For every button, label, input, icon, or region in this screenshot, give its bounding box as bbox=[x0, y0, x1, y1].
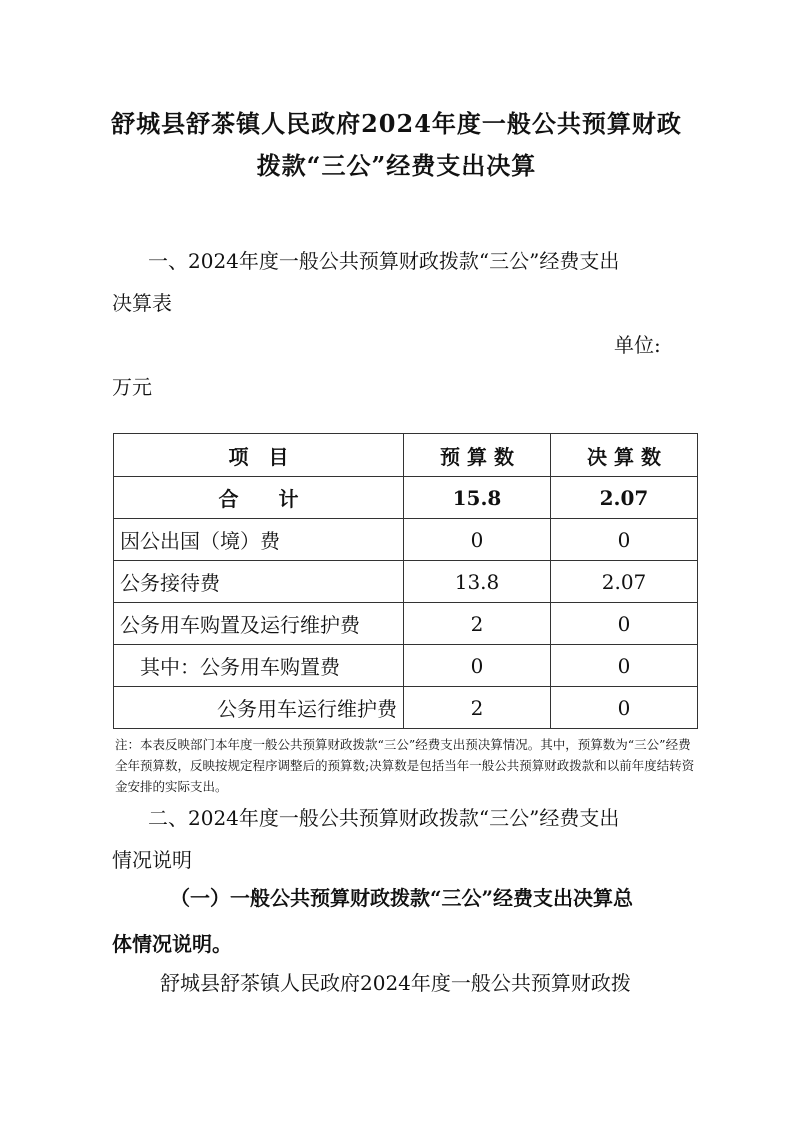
table-row bbox=[114, 519, 698, 561]
table-row-total bbox=[114, 477, 698, 519]
row-item: 公务用车运行维护费 bbox=[114, 687, 404, 729]
row-budget: 15.8 bbox=[404, 477, 551, 519]
row-actual: 0 bbox=[551, 645, 698, 687]
row-budget: 0 bbox=[404, 645, 551, 687]
row-item: 合 计 bbox=[114, 477, 404, 519]
row-budget: 2 bbox=[404, 687, 551, 729]
row-budget: 13.8 bbox=[404, 561, 551, 603]
header-budget: 预 算 数 bbox=[404, 434, 551, 477]
subsection1-heading-cont: 体情况说明。 bbox=[112, 932, 232, 956]
row-actual: 2.07 bbox=[551, 561, 698, 603]
unit-label: 单位: bbox=[614, 333, 661, 357]
table-row bbox=[114, 561, 698, 603]
unit-value: 万元 bbox=[112, 375, 152, 399]
table-row bbox=[114, 603, 698, 645]
header-actual: 决 算 数 bbox=[551, 434, 698, 477]
section1-heading-cont: 决算表 bbox=[112, 291, 172, 315]
row-item: 公务用车购置及运行维护费 bbox=[114, 603, 404, 645]
row-budget: 0 bbox=[404, 519, 551, 561]
header-item: 项 目 bbox=[114, 434, 404, 477]
row-budget: 2 bbox=[404, 603, 551, 645]
table-row bbox=[114, 687, 698, 729]
doc-title-line1: 舒城县舒茶镇人民政府2024年度一般公共预算财政 bbox=[111, 109, 682, 138]
body-paragraph: 舒城县舒茶镇人民政府2024年度一般公共预算财政拨 bbox=[160, 971, 631, 995]
subsection1-heading: （一）一般公共预算财政拨款“三公”经费支出决算总 bbox=[170, 886, 634, 910]
section2-heading: 二、2024年度一般公共预算财政拨款“三公”经费支出 bbox=[148, 806, 620, 830]
doc-title-line2: 拨款“三公”经费支出决算 bbox=[256, 151, 537, 180]
three-public-expenses-table bbox=[113, 433, 698, 729]
section2-heading-cont: 情况说明 bbox=[112, 848, 192, 872]
table-note: 注：本表反映部门本年度一般公共预算财政拨款“三公”经费支出预决算情况。其中，预算数为“三公”经费全年预算数，反映按规定程序调整后的预算数;决算数是包括当年一般公共预算财政拨款和以前年度结转资金安排的实际支出。 bbox=[115, 737, 695, 794]
table-row bbox=[114, 645, 698, 687]
row-item: 因公出国（境）费 bbox=[114, 519, 404, 561]
row-item: 公务接待费 bbox=[114, 561, 404, 603]
row-item: 其中：公务用车购置费 bbox=[114, 645, 404, 687]
table-header-row bbox=[114, 434, 698, 477]
row-actual: 0 bbox=[551, 519, 698, 561]
row-actual: 2.07 bbox=[551, 477, 698, 519]
row-actual: 0 bbox=[551, 603, 698, 645]
row-actual: 0 bbox=[551, 687, 698, 729]
section1-heading: 一、2024年度一般公共预算财政拨款“三公”经费支出 bbox=[148, 249, 620, 273]
